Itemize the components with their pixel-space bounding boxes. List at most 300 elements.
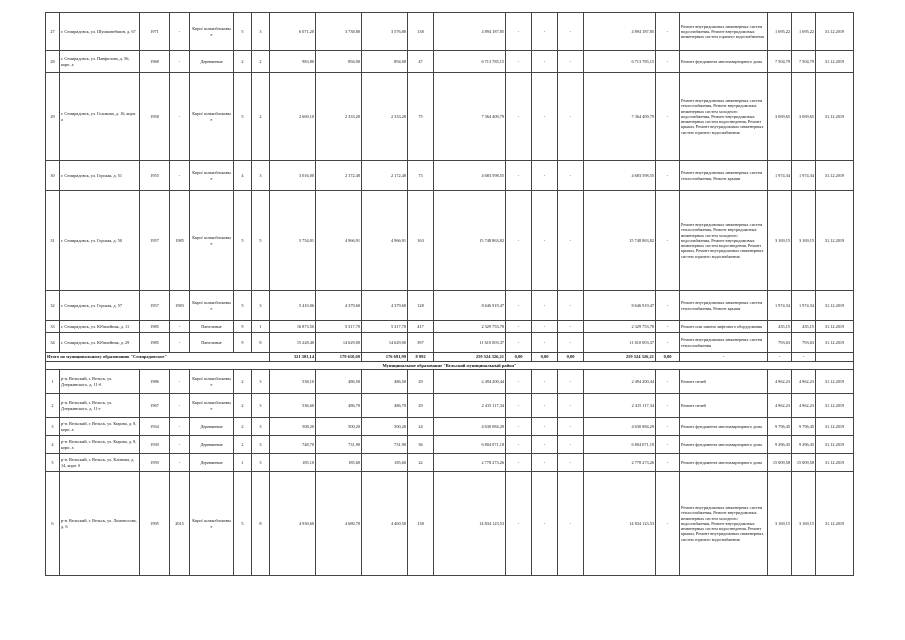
cell-c3: - [558,13,584,51]
cell-area-res: 4 680,70 [316,472,362,576]
cell-people: 29 [408,370,434,394]
cell-c3: - [558,394,584,418]
cell-wall: Кирп/ шлакоблоковы е [190,370,234,394]
cell-c1: - [506,291,532,321]
cell-area-res: 185,60 [316,454,362,472]
cell-date: 31.12.2019 [816,394,854,418]
cell-area-own: 486,70 [362,394,408,418]
cell-year: 1986 [140,370,170,394]
total-c5: 0,00 [656,353,680,362]
cell-c3: - [558,454,584,472]
cell-c2: - [532,291,558,321]
cell-total-area: 185,10 [270,454,316,472]
cell-c5: - [656,333,680,353]
cell-no: 4 [46,436,60,454]
cell-c2: - [532,51,558,73]
cell-c1: - [506,370,532,394]
cell-c5: - [656,472,680,576]
total-dash3: - [792,353,816,362]
cell-c3: - [558,472,584,576]
cell-cost: 11 610 003,37 [434,333,506,353]
total-area-res: 179 610,69 [316,353,362,362]
cell-max-cost: 3 169,15 [792,191,816,291]
cell-c1: - [506,418,532,436]
cell-work: Ремонт внутридомовых инженерных систем теплоснабжения, Ремонт внутридомовых инженерных систем холодного водоснабжения, Ремонт внутридомовых инженерных систем водоотведения, Ремонт крыши, Ремонт внутридомовых инженерных систем горячего водоснабжения [680,73,768,161]
cell-people: 29 [408,394,434,418]
cell-work: Ремонт внутридомовых инженерных систем водоснабжения, Ремонт внутридомовых инженерных систем горячего водоснабжения [680,13,768,51]
cell-address: г. Семирадовск, ул. Юбилейная, д. 11 [60,321,140,333]
cell-people: 36 [408,436,434,454]
cell-unit-cost: 1 974,34 [768,161,792,191]
cell-work: Ремонт фундамента многоквартирного дома [680,51,768,73]
cell-wall: Кирп/ шлакоблоковы е [190,73,234,161]
cell-entr: 3 [252,436,270,454]
cell-address: г. Семирадовск, ул. Горская, д. 57 [60,291,140,321]
cell-date: 31.12.2019 [816,418,854,436]
cell-cost: 8 646 919,47 [434,291,506,321]
cell-total-area: 5 754,01 [270,191,316,291]
cell-entr: 3 [252,291,270,321]
cell-address: г. Семирадовск, ул. Шушковебшин, д. 67 [60,13,140,51]
cell-cost-total: 2 778 273,26 [584,454,656,472]
cell-no: 30 [46,161,60,191]
cell-cost: 6 804 071,18 [434,436,506,454]
cell-year-rec: - [170,394,190,418]
cell-c3: - [558,73,584,161]
cell-date: 31.12.2019 [816,436,854,454]
cell-people: 24 [408,418,434,436]
cell-no: 6 [46,472,60,576]
cell-date: 31.12.2019 [816,73,854,161]
cell-wall: Деревянные [190,436,234,454]
cell-year-rec: - [170,13,190,51]
cell-address: р-н. Вельский, г. Вельск, ул. Клинова, д. 14, корп. б [60,454,140,472]
cell-max-cost: 3 069,65 [792,73,816,161]
cell-total-area: 16 873,50 [270,321,316,333]
cell-c1: - [506,394,532,418]
cell-floors: 2 [234,418,252,436]
table-row [46,472,854,576]
cell-max-cost: 7 504,79 [792,51,816,73]
cell-c3: - [558,333,584,353]
cell-c2: - [532,321,558,333]
cell-area-res: 4 966,91 [316,191,362,291]
cell-unit-cost: 15 009,58 [768,454,792,472]
cell-entr: 3 [252,13,270,51]
cell-area-res: 731,90 [316,436,362,454]
cell-c1: - [506,333,532,353]
table-row [46,436,854,454]
cell-date: 31.12.2019 [816,321,854,333]
cell-date: 31.12.2019 [816,454,854,472]
cell-year-rec: - [170,161,190,191]
cell-c5: - [656,454,680,472]
cell-unit-cost: 1 695,22 [768,13,792,51]
cell-people: 22 [408,454,434,472]
cell-year: 1967 [140,394,170,418]
cell-unit-cost: 4 962,23 [768,394,792,418]
cell-year: 1959 [140,454,170,472]
table-row [46,161,854,191]
cell-cost: 4 894 187,85 [434,13,506,51]
cell-year: 1939 [140,436,170,454]
cell-wall: Деревянные [190,454,234,472]
cell-people: 128 [408,291,434,321]
cell-year: 1957 [140,291,170,321]
cell-people: 397 [408,333,434,353]
cell-wall: Кирп/ шлакоблоковы е [190,161,234,191]
cell-year: 1934 [140,418,170,436]
cell-c2: - [532,161,558,191]
cell-address: р-н. Вельский, г. Вельск, ул. Кирова, д. 8, корп. а [60,436,140,454]
cell-people: 138 [408,13,434,51]
cell-no: 3 [46,418,60,436]
cell-unit-cost: 9 296,45 [768,436,792,454]
cell-people: 417 [408,321,434,333]
cell-c2: - [532,454,558,472]
table-row [46,333,854,353]
cell-area-res: 894,00 [316,51,362,73]
cell-c5: - [656,291,680,321]
cell-area-res: 500,20 [316,418,362,436]
cell-area-own: 2 333,20 [362,73,408,161]
cell-cost-total: 8 646 919,47 [584,291,656,321]
cell-max-cost: 1 695,22 [792,13,816,51]
cell-work: Ремонт фундамента многоквартирного дома [680,418,768,436]
cell-year-rec: - [170,321,190,333]
cell-unit-cost: 9 796,45 [768,418,792,436]
cell-date: 31.12.2019 [816,13,854,51]
cell-cost: 4 683 598,55 [434,161,506,191]
cell-area-own: 500,20 [362,418,408,436]
cell-c3: - [558,51,584,73]
cell-work: Ремонт печей [680,394,768,418]
cell-cost-total: 4 894 187,85 [584,13,656,51]
cell-address: р-н. Вельский, г. Вельск, ул. Дзержинского, д. 11-б [60,370,140,394]
cell-date: 31.12.2019 [816,333,854,353]
cell-floors: 5 [234,13,252,51]
cell-c2: - [532,394,558,418]
cell-year: 1958 [140,73,170,161]
cell-total-area: 6 071,20 [270,13,316,51]
cell-c5: - [656,13,680,51]
total-label: Итого по муниципальному образованию "Семирадовское" [46,353,270,362]
cell-c5: - [656,436,680,454]
cell-c5: - [656,73,680,161]
cell-unit-cost: 3 169,15 [768,472,792,576]
cell-area-own: 4 966,91 [362,191,408,291]
cell-year-rec: - [170,454,190,472]
cell-max-cost: 9 296,45 [792,436,816,454]
cell-c5: - [656,321,680,333]
table-row [46,321,854,333]
cell-people: 47 [408,51,434,73]
cell-unit-cost: 1 974,34 [768,291,792,321]
cell-no: 2 [46,394,60,418]
cell-wall: Деревянные [190,418,234,436]
cell-no: 1 [46,370,60,394]
cell-year: 1955 [140,161,170,191]
cell-total-area: 748,70 [270,436,316,454]
cell-total-area: 3 016,00 [270,161,316,191]
cell-no: 33 [46,321,60,333]
table-row [46,394,854,418]
cell-work: Ремонт фундамента многоквартирного дома [680,436,768,454]
cell-unit-cost: 3 069,65 [768,73,792,161]
table-row [46,13,854,51]
cell-c2: - [532,370,558,394]
cell-c2: - [532,191,558,291]
cell-work: Ремонт внутридомовых инженерных систем теплоснабжения, Ремонт внутридомовых инженерных систем холодного водоснабжения, Ремонт внутридомовых инженерных систем водоотведения, Ремонт крыши, Ремонт внутридомовых инженерных систем горячего водоснабжения [680,472,768,576]
cell-c2: - [532,13,558,51]
cell-date: 31.12.2019 [816,51,854,73]
cell-c5: - [656,370,680,394]
cell-cost: 7 364 409,79 [434,73,506,161]
cell-max-cost: 15 009,58 [792,454,816,472]
cell-c1: - [506,436,532,454]
cell-entr: 3 [252,394,270,418]
section-title: Муниципальное образование "Вельский муниципальный район" [46,362,854,370]
cell-max-cost: 4 962,23 [792,394,816,418]
cell-floors: 5 [234,191,252,291]
cell-cost: 2 494 200,44 [434,370,506,394]
cell-c1: - [506,73,532,161]
cell-cost-total: 2 494 200,44 [584,370,656,394]
cell-c5: - [656,418,680,436]
cell-year-rec: - [170,73,190,161]
cell-floors: 2 [234,436,252,454]
cell-cost-total: 2 415 117,34 [584,394,656,418]
cell-total-area: 508,20 [270,418,316,436]
cell-total-area: 983,80 [270,51,316,73]
cell-address: р-н. Вельский, г. Вельск, ул. Кирова, д. 8, корп. а [60,418,140,436]
cell-year-rec: 1985 [170,191,190,291]
cell-date: 31.12.2019 [816,370,854,394]
cell-entr: 3 [252,370,270,394]
cell-cost-total: 4 630 084,29 [584,418,656,436]
cell-unit-cost: 3 169,15 [768,191,792,291]
cell-area-own: 894,00 [362,51,408,73]
cell-c1: - [506,161,532,191]
cell-work: Ремонт внутридомовых инженерных систем теплоснабжения [680,333,768,353]
cell-cost: 2 415 117,34 [434,394,506,418]
cell-cost: 2 778 273,26 [434,454,506,472]
cell-area-own: 4 379,60 [362,291,408,321]
cell-people: 75 [408,73,434,161]
cell-year: 1995 [140,472,170,576]
cell-no: 29 [46,73,60,161]
cell-people: 163 [408,191,434,291]
cell-address: г. Семирадовск, ул. Голикова, д. 16, корп. а [60,73,140,161]
total-dash1: - [680,353,768,362]
cell-total-area: 2 669,10 [270,73,316,161]
cell-area-own: 185,60 [362,454,408,472]
cell-c3: - [558,370,584,394]
total-row [46,353,854,362]
total-area-own: 176 691,99 [362,353,408,362]
cell-work: Ремонт внутридомовых инженерных систем теплоснабжения, Ремонт внутридомовых инженерных систем холодного водоснабжения, Ремонт внутридомовых инженерных систем водоотведения, Ремонт крыши, Ремонт внутридомовых инженерных систем горячего водоснабжения [680,191,768,291]
total-dash2: - [768,353,792,362]
total-total-area: 321 303,14 [270,353,316,362]
cell-entr: 5 [252,191,270,291]
cell-c1: - [506,321,532,333]
cell-wall: Кирп/ шлакоблоковы е [190,291,234,321]
cell-c3: - [558,291,584,321]
cell-entr: 2 [252,51,270,73]
cell-year: 1985 [140,333,170,353]
total-c1: 0,00 [506,353,532,362]
cell-max-cost: 1 974,34 [792,161,816,191]
cell-total-area: 15 228,40 [270,333,316,353]
total-cost: 259 524 326,21 [434,353,506,362]
cell-year-rec: 2015 [170,472,190,576]
cell-cost: 4 630 084,29 [434,418,506,436]
cell-floors: 5 [234,73,252,161]
cell-max-cost: 4 962,23 [792,370,816,394]
cell-max-cost: 435,15 [792,321,816,333]
cell-total-area: 5 410,06 [270,291,316,321]
cell-cost-total: 4 683 598,55 [584,161,656,191]
cell-entr: 3 [252,161,270,191]
cell-c2: - [532,73,558,161]
cell-work: Ремонт печей [680,370,768,394]
cell-area-own: 5 317,70 [362,321,408,333]
cell-c1: - [506,51,532,73]
cell-address: г. Семирадовск, ул. Панфилова, д. 56, корп. а [60,51,140,73]
cell-area-res: 5 317,70 [316,321,362,333]
cell-cost-total: 6 804 071,18 [584,436,656,454]
cell-no: 27 [46,13,60,51]
table-row [46,454,854,472]
cell-year: 1971 [140,13,170,51]
cell-total-area: 536,60 [270,394,316,418]
table-body [46,13,854,576]
cell-cost: 2 329 753,78 [434,321,506,333]
cell-wall: Кирп/ шлакоблоковы е [190,13,234,51]
cell-c3: - [558,436,584,454]
total-empty [816,353,854,362]
cell-year-rec: - [170,370,190,394]
cell-wall: Кирп/ шлакоблоковы е [190,472,234,576]
cell-wall: Кирп/ шлакоблоковы е [190,394,234,418]
cell-area-own: 2 172,40 [362,161,408,191]
cell-unit-cost: 7 504,79 [768,51,792,73]
cell-area-own: 14 629,00 [362,333,408,353]
cell-people: 73 [408,161,434,191]
cell-entr: 1 [252,321,270,333]
cell-area-own: 3 576,80 [362,13,408,51]
cell-c5: - [656,394,680,418]
cell-address: г. Семирадовск, ул. Горская, д. 50 [60,191,140,291]
table-row [46,73,854,161]
cell-cost-total: 11 610 003,37 [584,333,656,353]
cell-cost: 6 713 785,15 [434,51,506,73]
total-c3: 0,00 [558,353,584,362]
total-cost-total: 259 524 326,21 [584,353,656,362]
total-c2: 0,00 [532,353,558,362]
cell-floors: 4 [234,161,252,191]
cell-cost-total: 14 834 123,53 [584,472,656,576]
cell-area-own: 486,50 [362,370,408,394]
cell-date: 31.12.2019 [816,472,854,576]
cell-max-cost: 1 974,34 [792,291,816,321]
cell-work: Ремонт или замена лифтового оборудования [680,321,768,333]
capital-repair-table [45,12,854,576]
cell-floors: 9 [234,333,252,353]
cell-address: р-н. Вельский, г. Вельск, ул. Дзержинского, д. 11-г [60,394,140,418]
cell-c3: - [558,321,584,333]
cell-wall: Панельные [190,321,234,333]
cell-cost: 15 748 863,82 [434,191,506,291]
total-people: 8 992 [408,353,434,362]
cell-year: 1985 [140,321,170,333]
cell-area-res: 4 379,60 [316,291,362,321]
cell-wall: Деревянные [190,51,234,73]
cell-c5: - [656,191,680,291]
cell-total-area: 4 930,60 [270,472,316,576]
cell-entr: 3 [252,454,270,472]
cell-work: Ремонт внутридомовых инженерных систем теплоснабжения, Ремонт крыши [680,161,768,191]
cell-year-rec: - [170,333,190,353]
cell-area-res: 486,50 [316,370,362,394]
cell-c5: - [656,51,680,73]
cell-floors: 2 [234,370,252,394]
table-row [46,51,854,73]
cell-date: 31.12.2019 [816,161,854,191]
cell-address: р-н. Вельский, г. Вельск, ул. Ломоносова, д. 6 [60,472,140,576]
cell-c2: - [532,472,558,576]
cell-address: г. Семирадовск, ул. Горская, д. 51 [60,161,140,191]
cell-floors: 9 [234,321,252,333]
cell-area-own: 731,90 [362,436,408,454]
cell-wall: Панельные [190,333,234,353]
table-row [46,370,854,394]
cell-max-cost: 3 169,15 [792,472,816,576]
cell-max-cost: 9 796,45 [792,418,816,436]
cell-work: Ремонт внутридомовых инженерных систем теплоснабжения, Ремонт крыши [680,291,768,321]
cell-c2: - [532,436,558,454]
cell-area-own: 4 460,50 [362,472,408,576]
cell-area-res: 2 172,40 [316,161,362,191]
table-row [46,191,854,291]
cell-work: Ремонт фундамента многоквартирного дома [680,454,768,472]
cell-year-rec: - [170,436,190,454]
cell-c1: - [506,191,532,291]
cell-cost-total: 6 713 785,15 [584,51,656,73]
cell-no: 34 [46,333,60,353]
cell-total-area: 538,10 [270,370,316,394]
cell-entr: 3 [252,418,270,436]
cell-year-rec: 1983 [170,291,190,321]
cell-year: 1957 [140,191,170,291]
cell-c5: - [656,161,680,191]
cell-floors: 2 [234,51,252,73]
cell-people: 138 [408,472,434,576]
cell-floors: 5 [234,472,252,576]
section-header-row [46,362,854,370]
cell-c3: - [558,418,584,436]
cell-c3: - [558,161,584,191]
cell-cost-total: 7 364 409,79 [584,73,656,161]
cell-c1: - [506,13,532,51]
cell-unit-cost: 793,63 [768,333,792,353]
cell-c2: - [532,333,558,353]
cell-unit-cost: 4 962,23 [768,370,792,394]
cell-entr: 8 [252,472,270,576]
cell-floors: 2 [234,394,252,418]
cell-entr: 2 [252,73,270,161]
table-row [46,291,854,321]
